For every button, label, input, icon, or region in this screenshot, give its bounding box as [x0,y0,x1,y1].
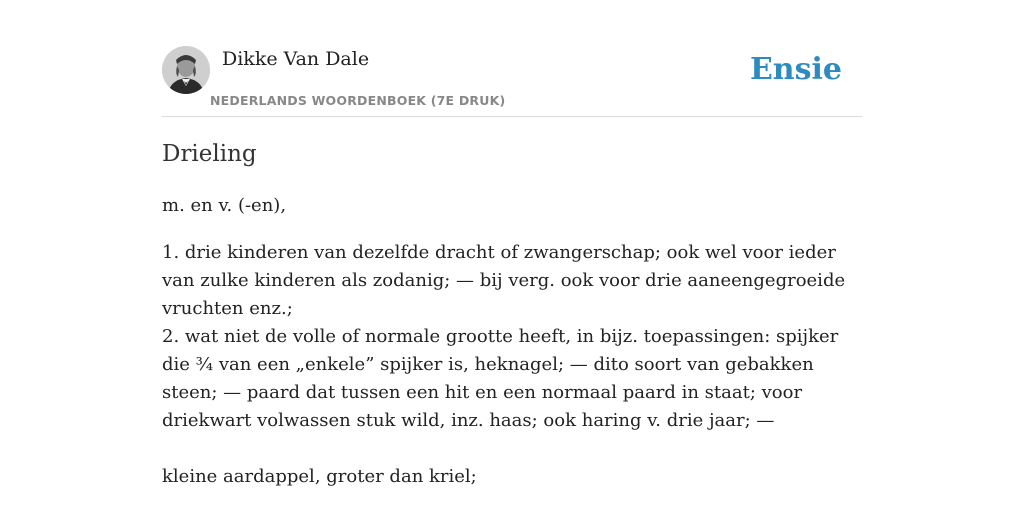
source-label[interactable]: NEDERLANDS WOORDENBOEK (7E DRUK) [210,93,506,108]
author-name[interactable]: Dikke Van Dale [222,48,370,70]
definition-3: kleine aardappel, groter dan kriel; [162,466,477,487]
grammar-note: m. en v. (-en), [162,195,287,216]
definition-1: 1. drie kinderen van dezelfde dracht of zwangerschap; ook wel voor ieder van zulke kinderen als zodanig; — bij verg. ook voor drie aaneengegroeide vruchten enz.; [162,242,846,319]
entry-header [162,46,862,117]
definition-2: 2. wat niet de volle of normale grootte heeft, in bijz. toepassingen: spijker die ¾ van een „enkele” spijker is, heknagel; — dito soort van gebakken steen; — paard dat tussen een hit en een normaal paard in staat; voor driekwart volwassen stuk wild, inz. haas; ook haring v. drie jaar; — [162,326,839,431]
entry-content [162,192,862,491]
entry-title: Drieling [162,141,257,167]
brand-logo[interactable]: Ensie [749,52,842,87]
paragraph-spacer [162,435,862,463]
author-avatar[interactable] [162,46,210,94]
portrait-photo-icon [162,46,210,94]
